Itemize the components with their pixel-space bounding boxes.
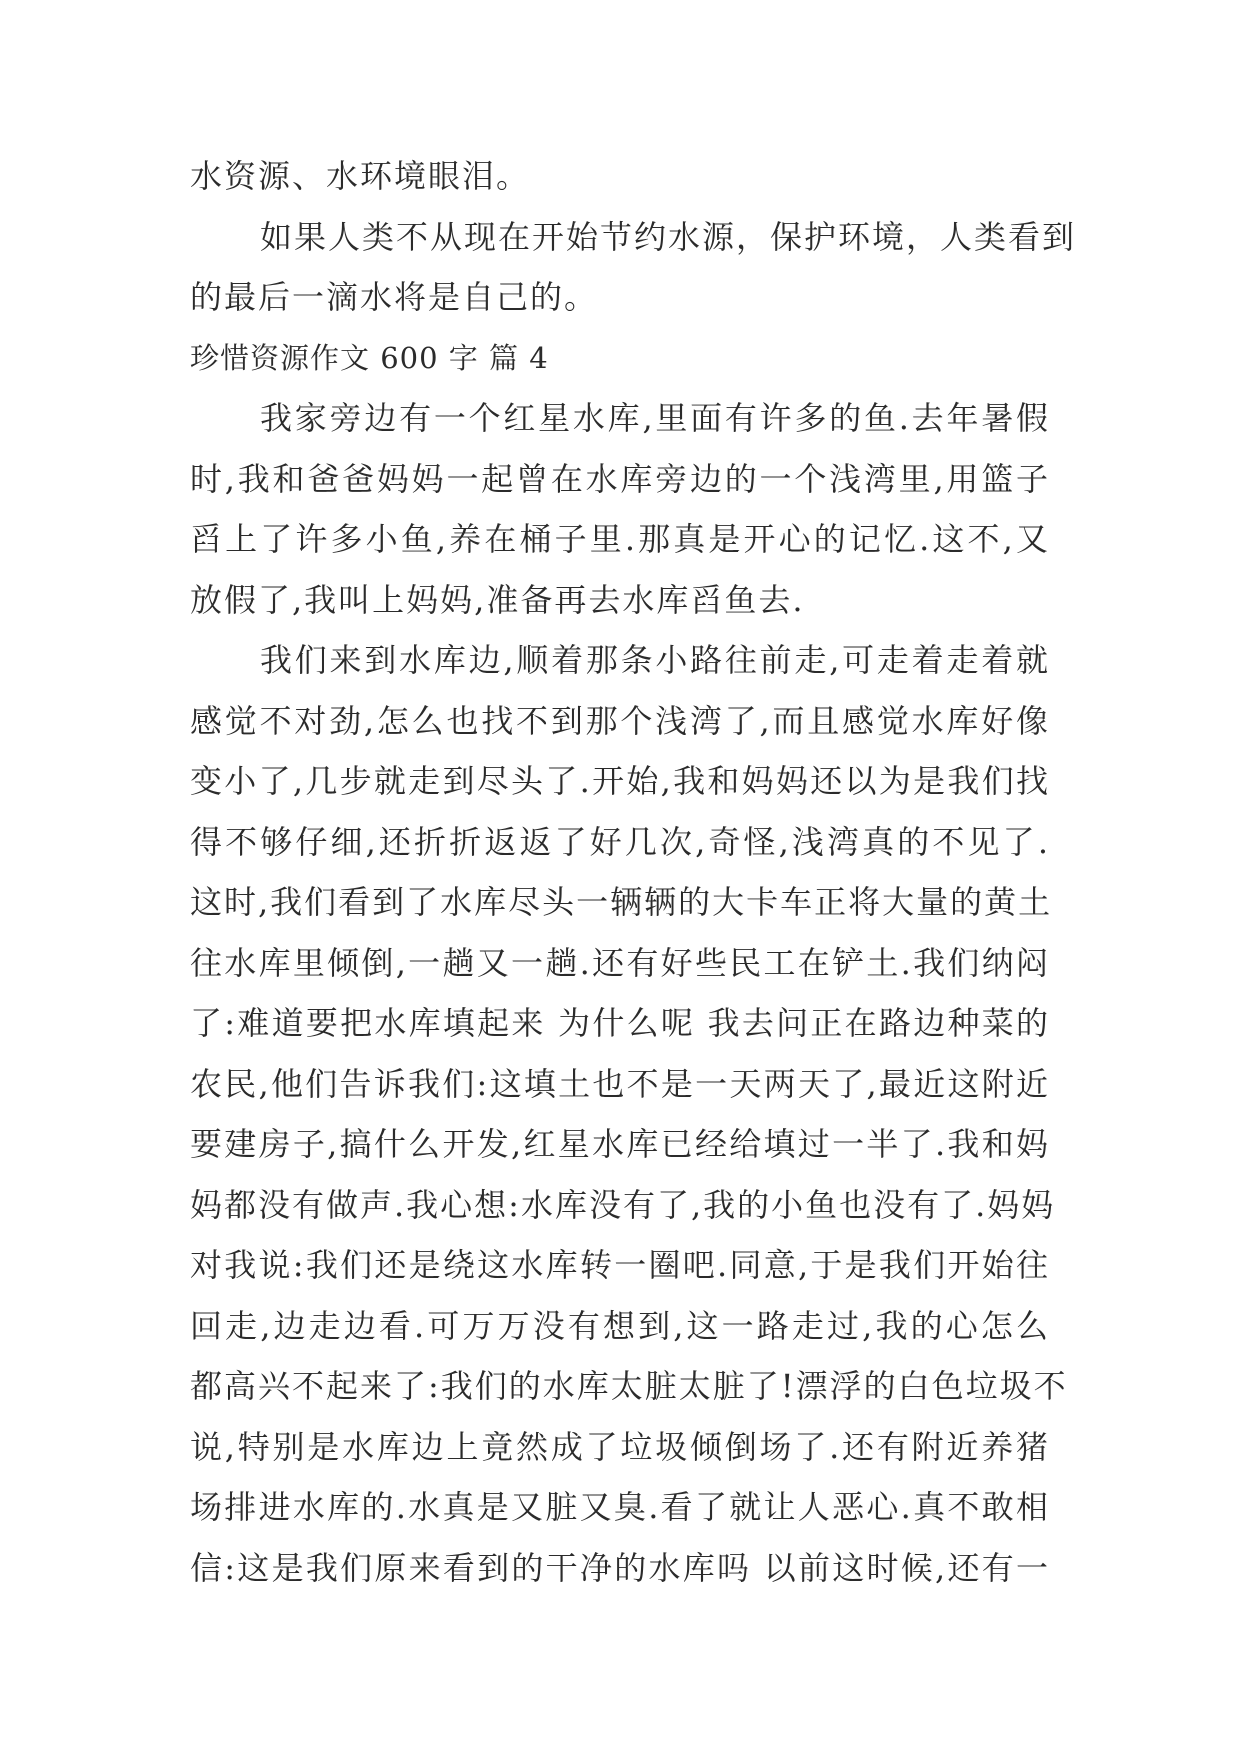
text-line: 妈都没有做声.我心想:水库没有了,我的小鱼也没有了.妈妈	[190, 1185, 1056, 1224]
text-line: 这时,我们看到了水库尽头一辆辆的大卡车正将大量的黄土	[190, 883, 1053, 921]
text-line: 水资源、水环境眼泪。	[190, 157, 531, 195]
text-line: 放假了,我叫上妈妈,准备再去水库舀鱼去.	[190, 580, 805, 619]
text-line: 变小了,几步就走到尽头了.开始,我和妈妈还以为是我们找	[190, 762, 1050, 800]
text-line: 信:这是我们原来看到的干净的水库吗 以前这时候,还有一	[190, 1548, 1050, 1587]
text-line: 的最后一滴水将是自己的。	[190, 278, 599, 316]
text-line: 了:难道要把水库填起来 为什么呢 我去问正在路边种菜的	[190, 1004, 1050, 1042]
text-line: 农民,他们告诉我们:这填土也不是一天两天了,最近这附近	[190, 1064, 1050, 1103]
text-line: 对我说:我们还是绕这水库转一圈吧.同意,于是我们开始往	[190, 1246, 1050, 1284]
text-line: 我们来到水库边,顺着那条小路往前走,可走着走着就	[260, 641, 1050, 679]
text-line: 场排进水库的.水真是又脏又臭.看了就让人恶心.真不敢相	[190, 1488, 1050, 1526]
text-line: 往水库里倾倒,一趟又一趟.还有好些民工在铲土.我们纳闷	[190, 943, 1050, 982]
text-line: 要建房子,搞什么开发,红星水库已经给填过一半了.我和妈	[190, 1125, 1050, 1163]
text-line: 舀上了许多小鱼,养在桶子里.那真是开心的记忆.这不,又	[190, 520, 1050, 558]
text-line: 感觉不对劲,怎么也找不到那个浅湾了,而且感觉水库好像	[190, 701, 1050, 740]
text-line: 如果人类不从现在开始节约水源，保护环境，人类看到	[260, 217, 1077, 256]
text-line: 我家旁边有一个红星水库,里面有许多的鱼.去年暑假	[260, 399, 1050, 437]
section-title: 珍惜资源作文 600 字 篇 4	[190, 340, 549, 375]
text-line: 时,我和爸爸妈妈一起曾在水库旁边的一个浅湾里,用篮子	[190, 459, 1050, 498]
document-page	[190, 146, 1077, 1598]
text-line: 都高兴不起来了:我们的水库太脏太脏了!漂浮的白色垃圾不	[190, 1367, 1068, 1405]
text-line: 得不够仔细,还折折返返了好几次,奇怪,浅湾真的不见了.	[190, 822, 1050, 861]
text-line: 说,特别是水库边上竟然成了垃圾倾倒场了.还有附近养猪	[190, 1427, 1050, 1466]
text-line: 回走,边走边看.可万万没有想到,这一路走过,我的心怎么	[190, 1306, 1050, 1345]
